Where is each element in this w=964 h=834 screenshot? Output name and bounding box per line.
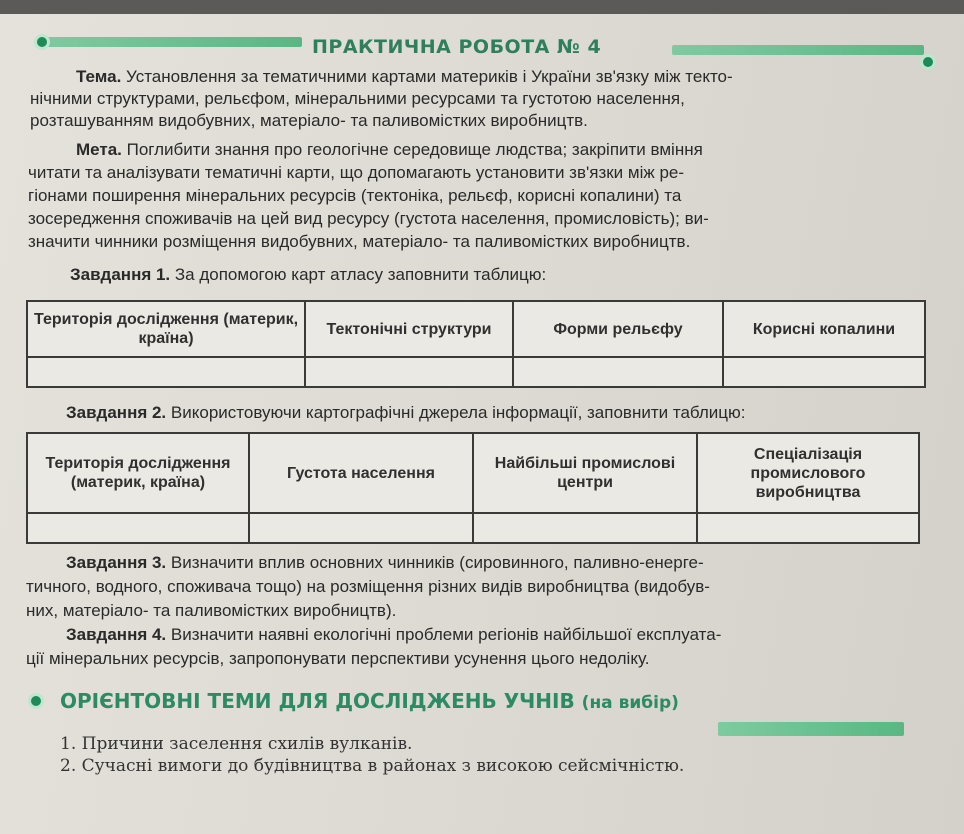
decor-bar-left <box>40 37 302 47</box>
tema-line-3: розташуванням видобувних, матеріало- та паливомістких виробництв. <box>30 111 588 130</box>
table-cell[interactable] <box>513 357 723 387</box>
decor-bar-right <box>672 45 924 55</box>
meta-label: Мета. <box>76 140 122 159</box>
meta-line-5: значити чинники розміщення видобувних, матеріало- та паливомістких виробництв. <box>28 232 691 251</box>
meta-line-1: Мета. Поглибити знання про геологічне середовище людства; закріпити вміння <box>76 140 703 159</box>
task1-col-tectonic: Тектонічні структури <box>305 301 513 357</box>
task1-col-minerals: Корисні копалини <box>723 301 925 357</box>
task4-label: Завдання 4. <box>66 625 167 644</box>
table-cell[interactable] <box>27 513 249 543</box>
table-cell[interactable] <box>305 357 513 387</box>
research-item-1: 1. Причини заселення схилів вулканів. <box>60 734 413 754</box>
meta-line-2: читати та аналізувати тематичні карти, що допомагають установити зв'язки між ре- <box>28 163 685 182</box>
task1-table <box>26 300 926 388</box>
task1-label: Завдання 1. <box>70 265 171 284</box>
page-heading: ПРАКТИЧНА РОБОТА № 4 <box>312 36 602 58</box>
task3-line-2: тичного, водного, споживача тощо) на розміщення різних видів виробництва (видобув- <box>26 577 710 596</box>
table-cell[interactable] <box>249 513 473 543</box>
meta-line-4: зосередження споживачів на цей вид ресурсу (густота населення, промисловість); ви- <box>28 209 709 228</box>
task1-line: Завдання 1. За допомогою карт атласу заповнити таблицю: <box>70 265 547 284</box>
tema-line-2: нічними структурами, рельєфом, мінеральними ресурсами та густотою населення, <box>30 89 685 108</box>
meta-line-3: гіонами поширення мінеральних ресурсів (тектоніка, рельєф, корисні копалини) та <box>28 186 682 205</box>
task2-col-centers: Найбільші промислові центри <box>473 433 697 513</box>
bullet-dot-icon <box>920 54 936 70</box>
task3-label: Завдання 3. <box>66 553 167 572</box>
page-top-edge <box>0 0 964 14</box>
task2-label: Завдання 2. <box>66 403 167 422</box>
task2-col-territory: Територія дослідження (материк, країна) <box>27 433 249 513</box>
task2-col-specialization: Спеціалізація промислового виробництва <box>697 433 919 513</box>
task2-line: Завдання 2. Використовуючи картографічні джерела інформації, заповнити таблицю: <box>66 403 746 422</box>
table-cell[interactable] <box>697 513 919 543</box>
task3-line-1: Завдання 3. Визначити вплив основних чинників (сировинного, паливно-енерге- <box>66 553 704 572</box>
table-cell[interactable] <box>723 357 925 387</box>
tema-line-1: Тема. Установлення за тематичними картами материків і України зв'язку між текто- <box>76 67 733 86</box>
decor-bar-section <box>718 722 904 736</box>
research-title: ОРІЄНТОВНІ ТЕМИ ДЛЯ ДОСЛІДЖЕНЬ УЧНІВ (на вибір) <box>60 689 679 713</box>
task3-line-3: них, матеріало- та паливомістких виробництв). <box>26 601 397 620</box>
bullet-dot-icon <box>34 34 50 50</box>
task2-table <box>26 432 920 544</box>
task1-col-territory: Територія дослідження (материк, країна) <box>27 301 305 357</box>
research-item-2: 2. Сучасні вимоги до будівництва в районах з високою сейсмічністю. <box>60 756 685 776</box>
table-cell[interactable] <box>473 513 697 543</box>
task1-col-relief: Форми рельєфу <box>513 301 723 357</box>
task4-line-1: Завдання 4. Визначити наявні екологічні проблеми регіонів найбільшої експлуата- <box>66 625 722 644</box>
task2-col-density: Густота населення <box>249 433 473 513</box>
task4-line-2: ції мінеральних ресурсів, запропонувати перспективи усунення цього недоліку. <box>26 649 650 668</box>
table-cell[interactable] <box>27 357 305 387</box>
tema-label: Тема. <box>76 67 122 86</box>
bullet-dot-icon <box>28 693 44 709</box>
